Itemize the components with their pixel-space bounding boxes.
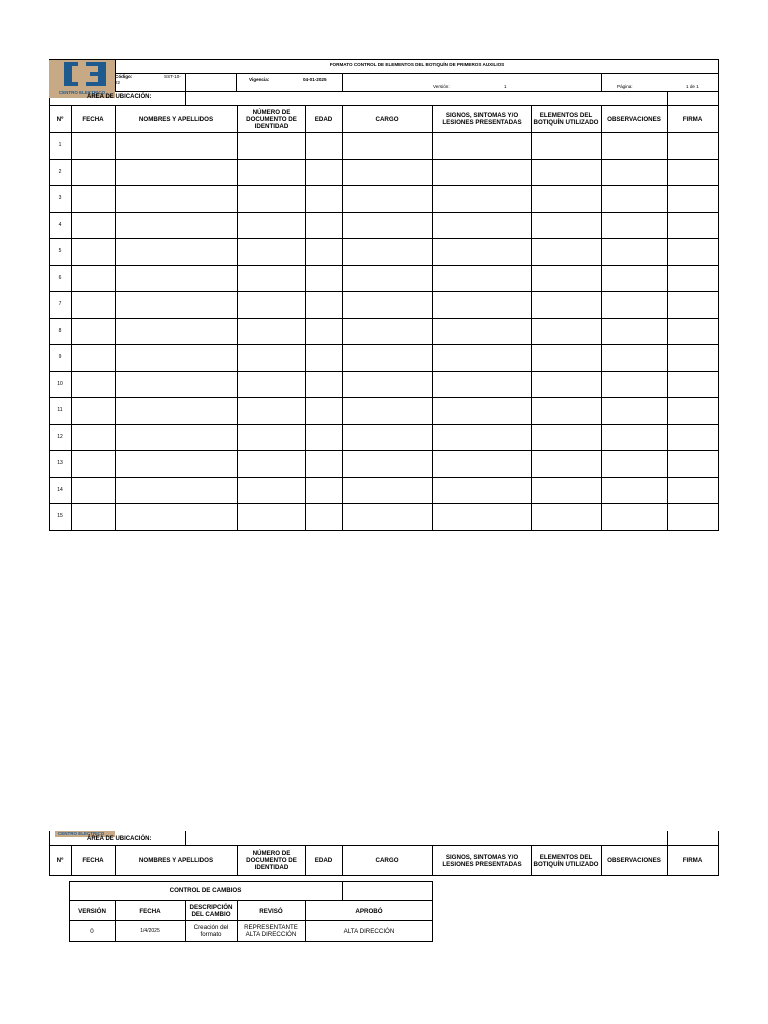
change-header-reviso: REVISÓ (259, 907, 283, 915)
col-header-documento-repeat: NÚMERO DE DOCUMENTO DE IDENTIDAD (246, 850, 297, 871)
col-header-nombres-repeat: NOMBRES Y APELLIDOS (138, 857, 214, 864)
grid-line (432, 845, 433, 876)
grid-line (49, 424, 719, 425)
change-row-version: 0 (90, 927, 94, 935)
version-value: 1 (504, 84, 507, 89)
row-number: 13 (57, 460, 63, 466)
codigo-label: Código: (115, 74, 133, 79)
grid-line (49, 397, 719, 398)
change-header-version: VERSIÓN (78, 907, 106, 915)
grid-line (49, 530, 719, 531)
grid-line (69, 941, 433, 942)
grid-line (49, 318, 719, 319)
row-number: 4 (58, 222, 62, 228)
row-number: 10 (57, 381, 63, 387)
col-header-no-repeat: Nº (56, 857, 64, 864)
grid-line (49, 185, 719, 186)
col-header-firma: FIRMA (682, 115, 703, 123)
version-label: Versión: (433, 84, 450, 89)
vigencia-value: 04-01-2025 (303, 77, 327, 82)
grid-line (49, 477, 719, 478)
vigencia-label: Vigencia: (249, 77, 270, 82)
grid-line (49, 265, 719, 266)
col-header-edad-repeat: EDAD (314, 857, 333, 864)
row-number: 6 (58, 275, 62, 281)
change-row-reviso: REPRESENTANTE ALTA DIRECCIÓN (244, 924, 298, 938)
grid-line (49, 159, 719, 160)
col-header-elementos: ELEMENTOS DEL BOTIQUÍN UTILIZADO (533, 112, 599, 126)
row-number: 9 (58, 354, 62, 360)
area-label-repeat: ÁREA DE UBICACIÓN: (87, 836, 152, 842)
company-name: CENTRO ELECTRICO (58, 90, 106, 95)
row-number: 7 (58, 301, 62, 307)
row-number: 3 (58, 195, 62, 201)
grid-line (601, 845, 602, 876)
col-header-signos-repeat: SIGNOS, SINTOMAS Y/O LESIONES PRESENTADAS (442, 853, 522, 868)
change-control-title: CONTROL DE CAMBIOS (169, 887, 242, 894)
grid-line (49, 212, 719, 213)
area-label: ÁREA DE UBICACIÓN: (87, 94, 152, 100)
col-header-no: Nº (56, 115, 64, 123)
col-header-nombres: NOMBRES Y APELLIDOS (138, 115, 214, 123)
codigo-value-2: 22 (115, 80, 121, 85)
col-header-fecha-repeat: FECHA (82, 857, 104, 864)
document-title: FORMATO CONTROL DE ELEMENTOS DEL BOTIQUÍN DE PRIMEROS AUXILIOS (329, 62, 505, 67)
grid-line (342, 881, 343, 901)
col-header-elementos-repeat: ELEMENTOS DEL BOTIQUÍN UTILIZADO (533, 853, 599, 868)
col-header-edad: EDAD (314, 115, 333, 123)
col-header-cargo: CARGO (375, 115, 399, 123)
grid-line (49, 450, 719, 451)
grid-line (49, 875, 719, 876)
grid-line (718, 845, 719, 876)
grid-line (49, 503, 719, 504)
pagina-label: Página: (617, 84, 633, 89)
grid-line (667, 845, 668, 876)
col-header-signos: SIGNOS, SINTOMAS Y/O LESIONES PRESENTADAS (442, 112, 522, 126)
change-header-fecha: FECHA (139, 907, 161, 915)
grid-line (49, 291, 719, 292)
company-name-repeat: CENTRO ELECTRICO (58, 831, 105, 836)
grid-line (531, 845, 532, 876)
row-number: 1 (58, 142, 62, 148)
grid-line (49, 132, 719, 133)
col-header-firma-repeat: FIRMA (682, 857, 703, 864)
grid-line (49, 344, 719, 345)
col-header-observaciones-repeat: OBSERVACIONES (607, 857, 661, 864)
grid-line (49, 845, 50, 876)
grid-line (115, 845, 116, 876)
row-number: 2 (58, 169, 62, 175)
change-row-fecha: 1/4/2025 (140, 927, 160, 934)
change-header-aprobo: APROBÓ (355, 907, 383, 915)
col-header-fecha: FECHA (82, 115, 104, 123)
change-header-descripcion: DESCRIPCIÓN DEL CAMBIO (189, 904, 233, 918)
grid-line (49, 371, 719, 372)
row-number: 8 (58, 328, 62, 334)
grid-line (342, 845, 343, 876)
grid-line (71, 845, 72, 876)
col-header-observaciones: OBSERVACIONES (607, 115, 661, 123)
row-number: 12 (57, 434, 63, 440)
codigo-value: SST-10- (164, 74, 181, 79)
row-number: 11 (57, 407, 63, 413)
pagina-value: 1 de 1 (686, 84, 699, 89)
col-header-documento: NÚMERO DE DOCUMENTO DE IDENTIDAD (246, 108, 297, 130)
grid-line (49, 238, 719, 239)
change-row-descripcion: Creación del formato (193, 924, 229, 938)
col-header-cargo-repeat: CARGO (375, 857, 399, 864)
change-row-aprobo: ALTA DIRECCIÓN (343, 927, 395, 935)
grid-line (305, 845, 306, 876)
row-number: 15 (57, 513, 63, 519)
row-number: 5 (58, 248, 62, 254)
grid-line (237, 845, 238, 876)
row-number: 14 (57, 487, 63, 493)
